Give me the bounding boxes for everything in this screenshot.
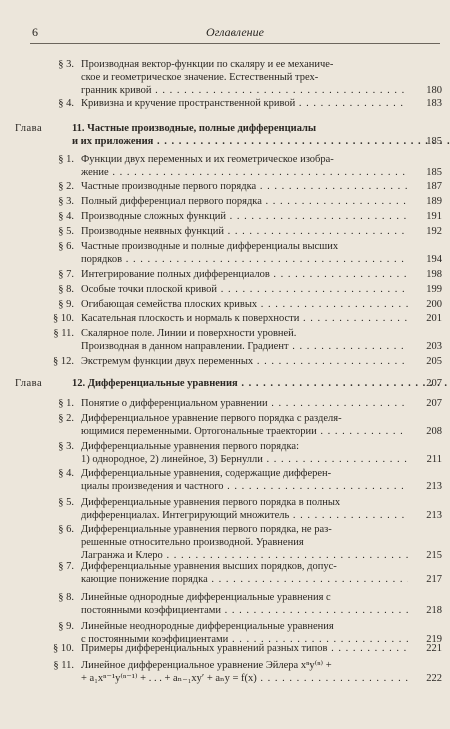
- section-number: § 4.: [58, 211, 74, 222]
- toc-entry: [40, 180, 442, 193]
- section-title-line: Лагранжа и Клеро . . .: [81, 549, 408, 562]
- section-title: [81, 440, 408, 466]
- section-number: § 1.: [58, 154, 74, 165]
- section-title: [81, 560, 408, 586]
- section-page: 194: [426, 254, 442, 265]
- section-page: 208: [426, 426, 442, 437]
- section-number: § 4.: [58, 468, 74, 479]
- section-page: 187: [426, 181, 442, 192]
- section-title-line: Линейные однородные дифференциальные уравнения с: [81, 592, 331, 603]
- chapter-title-line: 12. Дифференциальные уравнения . . .: [72, 377, 402, 390]
- section-title: [81, 355, 408, 368]
- chapter-entry: [15, 122, 442, 148]
- section-title-line: решенные относительно производной. Уравнения: [81, 537, 304, 548]
- toc-entry: [40, 591, 442, 617]
- section-number: § 10.: [53, 313, 74, 324]
- section-title: [81, 195, 408, 208]
- section-title: [81, 327, 408, 353]
- section-number: § 2.: [58, 181, 74, 192]
- section-title-line: Скалярное поле. Линии и поверхности уровней.: [81, 328, 297, 339]
- toc-entry: [40, 268, 442, 281]
- chapter-page: 207: [426, 378, 442, 389]
- section-number: § 4.: [58, 98, 74, 109]
- section-title: [81, 467, 408, 493]
- section-title-line: Производные неявных функций . . .: [81, 225, 408, 238]
- chapter-title: [72, 377, 402, 390]
- section-title: [81, 225, 408, 238]
- toc-entry: [40, 195, 442, 208]
- section-title-line: ское и геометрическое значение. Естественный трех-: [81, 72, 319, 83]
- section-title-line: Огибающая семейства плоских кривых . . .: [81, 298, 408, 311]
- section-title-line: + a₁xⁿ⁻¹y⁽ⁿ⁻¹⁾ + . . . + aₙ₋₁xy′ + aₙy = f(x) . . .: [81, 672, 408, 685]
- section-title-line: с постоянными коэффициентами . . .: [81, 633, 408, 646]
- toc-entry: [40, 283, 442, 296]
- section-title-line: циалы произведения и частного . . .: [81, 480, 408, 493]
- section-page: 221: [426, 643, 442, 654]
- section-page: 183: [426, 98, 442, 109]
- section-title: [81, 397, 408, 410]
- section-title-line: Интегрирование полных дифференциалов . . .: [81, 268, 408, 281]
- section-title: [81, 496, 408, 522]
- section-title: [81, 58, 408, 97]
- toc-entry: [40, 467, 442, 493]
- section-title: [81, 210, 408, 223]
- section-number: § 7.: [58, 561, 74, 572]
- section-number: § 2.: [58, 413, 74, 424]
- section-title: [81, 153, 408, 179]
- section-title: [81, 659, 408, 685]
- section-page: 211: [426, 454, 442, 465]
- section-title-line: Дифференциальные уравнения, содержащие дифферен-: [81, 468, 332, 479]
- toc-entry: [40, 327, 442, 353]
- toc-entry: [40, 560, 442, 586]
- section-title-line: Частные производные и полные дифференциалы высших: [81, 241, 339, 252]
- section-title-line: Полный дифференциал первого порядка . . .: [81, 195, 408, 208]
- toc-entry: [40, 58, 442, 97]
- section-number: § 5.: [58, 497, 74, 508]
- section-title: [81, 298, 408, 311]
- section-title: [81, 268, 408, 281]
- section-number: § 10.: [53, 643, 74, 654]
- section-page: 200: [426, 299, 442, 310]
- section-number: § 11.: [53, 328, 74, 339]
- toc-entry: [40, 496, 442, 522]
- toc-entry: [40, 397, 442, 410]
- toc-entry: [40, 355, 442, 368]
- section-page: 185: [426, 167, 442, 178]
- section-title-line: Дифференциальное уравнение первого порядка с разделя-: [81, 413, 342, 424]
- section-number: § 9.: [58, 621, 74, 632]
- toc-entry: [40, 412, 442, 438]
- section-title: [81, 523, 408, 562]
- section-title: [81, 642, 408, 655]
- section-page: 218: [426, 605, 442, 616]
- section-title-line: Особые точки плоской кривой . . .: [81, 283, 408, 296]
- section-number: § 11.: [53, 660, 74, 671]
- toc-entry: [40, 97, 442, 110]
- section-title: [81, 283, 408, 296]
- section-title-line: кающие понижение порядка . . .: [81, 573, 408, 586]
- section-number: § 3.: [58, 196, 74, 207]
- section-title-line: Касательная плоскость и нормаль к поверхности . . .: [81, 312, 408, 325]
- section-number: § 8.: [58, 284, 74, 295]
- toc-entry: [40, 312, 442, 325]
- section-title-line: 1) однородное, 2) линейное, 3) Бернулли . . .: [81, 453, 408, 466]
- section-title-line: Линейное дифференциальное уравнение Эйлера xⁿy⁽ⁿ⁾ +: [81, 660, 332, 671]
- section-page: 213: [426, 510, 442, 521]
- chapter-title: [72, 122, 402, 148]
- section-number: § 6.: [58, 241, 74, 252]
- section-page: 213: [426, 481, 442, 492]
- toc-entry: [40, 659, 442, 685]
- section-title: [81, 180, 408, 193]
- section-title: [81, 312, 408, 325]
- section-number: § 8.: [58, 592, 74, 603]
- section-title-line: Примеры дифференциальных уравнений разных типов . . .: [81, 642, 408, 655]
- section-page: 219: [426, 634, 442, 645]
- section-page: 191: [426, 211, 442, 222]
- section-page: 192: [426, 226, 442, 237]
- section-page: 205: [426, 356, 442, 367]
- section-page: 201: [426, 313, 442, 324]
- section-title-line: дифференциалах. Интегрирующий множитель . . .: [81, 509, 408, 522]
- section-title-line: ющимися переменными. Ортогональные траектории . . .: [81, 425, 408, 438]
- section-title-line: Функции двух переменных и их геометрическое изобра-: [81, 154, 334, 165]
- section-title-line: Экстремум функции двух переменных . . .: [81, 355, 408, 368]
- section-title: [81, 412, 408, 438]
- section-title-line: Понятие о дифференциальном уравнении . . .: [81, 397, 408, 410]
- section-title-line: Кривизна и кручение пространственной кривой . . .: [81, 97, 408, 110]
- section-page: 198: [426, 269, 442, 280]
- chapter-title-line: и их приложения . . .: [72, 135, 402, 148]
- section-title-line: Дифференциальные уравнения первого порядка, не раз-: [81, 524, 332, 535]
- toc-entry: [40, 240, 442, 266]
- section-title-line: Линейные неоднородные дифференциальные уравнения: [81, 621, 334, 632]
- section-title-line: Производная вектор-функции по скаляру и ее механиче-: [81, 59, 334, 70]
- toc-entry: [40, 298, 442, 311]
- toc-entry: [40, 642, 442, 655]
- toc-entry: [40, 225, 442, 238]
- section-number: § 1.: [58, 398, 74, 409]
- section-title-line: гранник кривой . . .: [81, 84, 408, 97]
- section-number: § 5.: [58, 226, 74, 237]
- section-page: 217: [426, 574, 442, 585]
- section-title-line: жение . . .: [81, 166, 408, 179]
- toc-entry: [40, 153, 442, 179]
- section-title-line: Частные производные первого порядка . . .: [81, 180, 408, 193]
- section-title-line: Производные сложных функций . . .: [81, 210, 408, 223]
- section-page: 222: [426, 673, 442, 684]
- section-title: [81, 240, 408, 266]
- chapter-title-line: 11. Частные производные, полные дифференциалы: [72, 123, 317, 134]
- section-page: 189: [426, 196, 442, 207]
- running-title: Оглавление: [206, 25, 264, 39]
- section-page: 199: [426, 284, 442, 295]
- section-number: § 9.: [58, 299, 74, 310]
- chapter-label: Глава: [15, 123, 43, 134]
- section-page: 180: [426, 85, 442, 96]
- section-title-line: Производная в данном направлении. Градиент . . .: [81, 340, 408, 353]
- section-title: [81, 97, 408, 110]
- section-page: 215: [426, 550, 442, 561]
- section-number: § 6.: [58, 524, 74, 535]
- section-number: § 7.: [58, 269, 74, 280]
- chapter-label: Глава: [15, 378, 43, 389]
- page-number: 6: [32, 25, 38, 39]
- section-title-line: порядков . . .: [81, 253, 408, 266]
- toc-entry: [40, 210, 442, 223]
- toc-entry: [40, 440, 442, 466]
- chapter-page: 185: [426, 136, 442, 147]
- section-number: § 3.: [58, 441, 74, 452]
- section-number: § 12.: [53, 356, 74, 367]
- chapter-entry: [15, 377, 442, 390]
- section-title: [81, 591, 408, 617]
- section-title-line: Дифференциальные уравнения высших порядков, допус-: [81, 561, 337, 572]
- section-page: 203: [426, 341, 442, 352]
- toc-entry: [40, 523, 442, 562]
- section-title-line: Дифференциальные уравнения первого порядка в полных: [81, 497, 341, 508]
- section-number: § 3.: [58, 59, 74, 70]
- running-header: [30, 27, 440, 44]
- section-page: 207: [426, 398, 442, 409]
- section-title-line: постоянными коэффициентами . . .: [81, 604, 408, 617]
- section-title-line: Дифференциальные уравнения первого порядка:: [81, 441, 299, 452]
